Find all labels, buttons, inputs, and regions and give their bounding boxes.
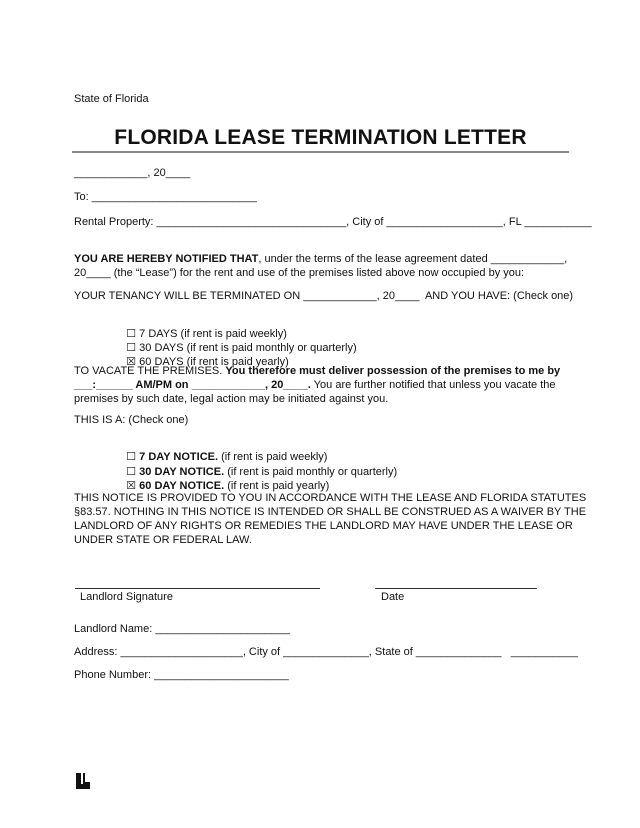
option-label: (if rent is paid yearly) [224, 480, 330, 492]
vacate-bold-1: You therefore must deliver possession of the premises to me by [225, 365, 561, 377]
checkbox-icon: ☐ [126, 328, 137, 340]
notice-text-1: , under the terms of the lease agreement dated ____________, [258, 253, 568, 265]
landlord-name-line: Landlord Name: ______________________ [74, 623, 290, 635]
option-bold: 7 DAY NOTICE. [139, 451, 219, 463]
notice-type-line: THIS IS A: (Check one) [74, 414, 189, 426]
option-label: (if rent is paid monthly or quarterly) [224, 466, 398, 478]
statute-line-1: THIS NOTICE IS PROVIDED TO YOU IN ACCORDANCE WITH THE LEASE AND FLORIDA STATUTES [74, 492, 587, 504]
option-bold: 60 DAY NOTICE. [139, 480, 225, 492]
rental-property-line: Rental Property: _______________________________, City of ___________________, FL ___________ [74, 216, 592, 228]
to-field-line: To: ___________________________ [74, 191, 257, 203]
option-label: 30 DAYS (if rent is paid monthly or quarterly) [139, 342, 357, 354]
landlord-signature-label: Landlord Signature [80, 591, 173, 603]
date-field-line: ____________, 20____ [74, 167, 191, 179]
notice-bold-lead: YOU ARE HEREBY NOTIFIED THAT [74, 253, 259, 265]
vacate-bold-2: ___:______ AM/PM on ____________, 20____. [74, 379, 311, 391]
page-title: FLORIDA LEASE TERMINATION LETTER [114, 126, 527, 149]
title-divider [72, 151, 569, 153]
checkbox-icon: ☐ [126, 451, 137, 463]
date-label: Date [381, 591, 405, 603]
statute-paragraph [74, 491, 587, 547]
checkbox-icon: ☐ [126, 342, 137, 354]
option-label: (if rent is paid weekly) [218, 451, 328, 463]
statute-line-4: UNDER STATE OR FEDERAL LAW. [74, 534, 252, 546]
option-label: 7 DAYS (if rent is paid weekly) [139, 328, 287, 340]
vacate-lead: TO VACATE THE PREMISES. [74, 365, 226, 377]
notice-paragraph [74, 252, 566, 280]
checked-box-icon: ☒ [126, 356, 137, 368]
tenancy-line: YOUR TENANCY WILL BE TERMINATED ON ____________, 20____ AND YOU HAVE: (Check one) [74, 290, 574, 302]
vacate-paragraph [74, 364, 566, 406]
statute-line-2: §83.57. NOTHING IN THIS NOTICE IS INTENDED OR SHALL BE CONSTRUED AS A WAIVER BY THE [74, 506, 587, 518]
option-bold: 30 DAY NOTICE. [139, 466, 225, 478]
vacate-rest-1: You are further notified that unless you vacate the [310, 379, 556, 391]
address-line: Address: ____________________, City of ______________, State of ______________ ___________ [74, 646, 579, 658]
date-line [375, 588, 537, 589]
statute-line-3: LANDLORD OF ANY RIGHTS OR REMEDIES THE LANDLORD MAY HAVE UNDER THE LEASE OR [74, 520, 573, 532]
checkbox-icon: ☐ [126, 466, 137, 478]
phone-number-line: Phone Number: ______________________ [74, 669, 289, 681]
option-label: 60 DAYS (if rent is paid yearly) [139, 356, 289, 368]
legal-templates-logo-icon [74, 772, 92, 790]
checked-box-icon: ☒ [126, 480, 137, 492]
signature-line [75, 588, 320, 589]
vacate-rest-2: premises by such date, legal action may be initiated against you. [74, 393, 389, 405]
notice-text-2: 20____ (the “Lease”) for the rent and use of the premises listed above now occupied by you: [74, 267, 525, 279]
state-label: State of Florida [74, 93, 149, 105]
